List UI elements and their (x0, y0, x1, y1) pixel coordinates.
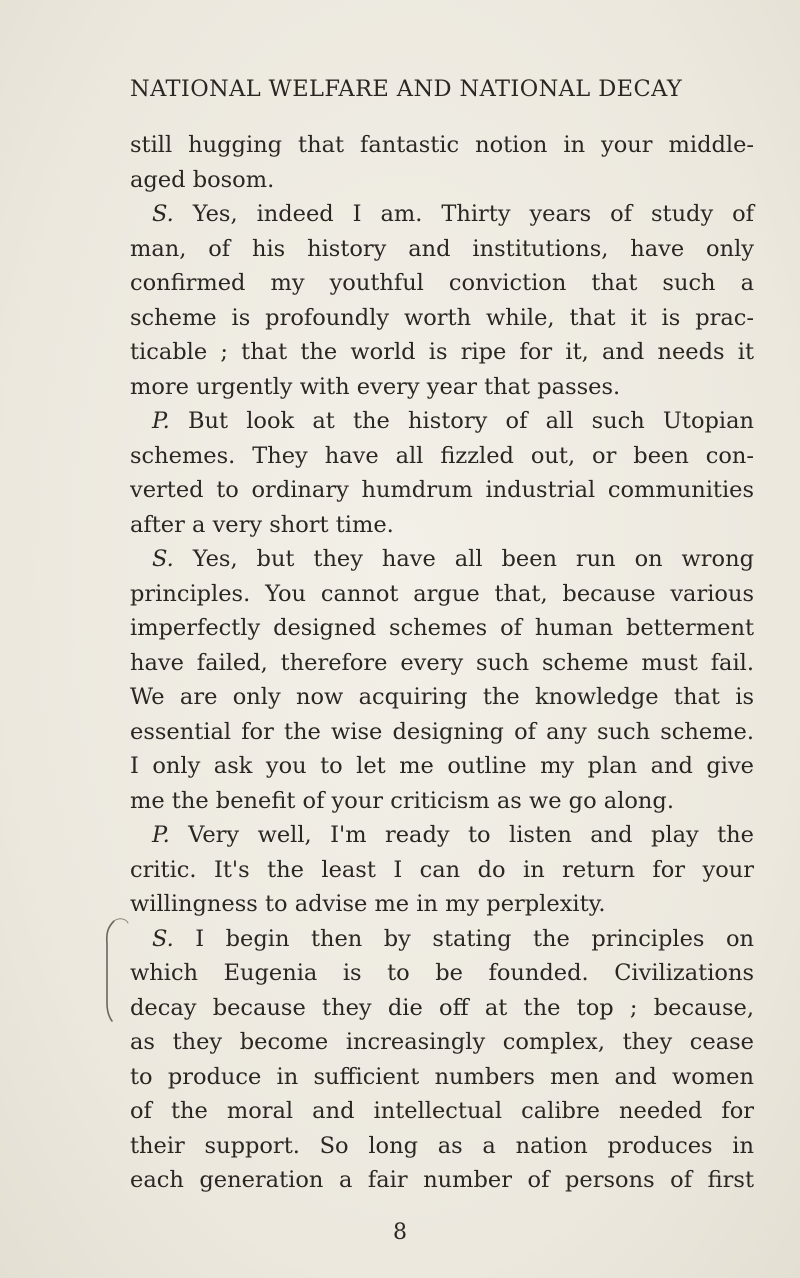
line-text: I only ask you to let me outline my plan and give (130, 753, 754, 779)
line-text: after a very short time. (130, 511, 394, 538)
line-text: confirmed my youthful conviction that such a (130, 270, 754, 296)
line-text: Yes, but they have all been run on wrong (192, 546, 755, 572)
line-text: as they become increasingly complex, they cease (130, 1029, 754, 1055)
margin-bracket-mark (100, 915, 130, 1025)
line-text: imperfectly designed schemes of human betterment (130, 615, 754, 641)
text-line (130, 266, 754, 301)
line-text: schemes. They have all fizzled out, or been con- (130, 442, 754, 469)
line-text: still hugging that fantastic notion in your middle- (130, 132, 754, 158)
text-line (130, 128, 754, 163)
text-line (130, 542, 754, 577)
speaker-label: S. (152, 546, 174, 572)
line-text: to produce in sufficient numbers men and women (130, 1063, 754, 1090)
text-line (130, 508, 754, 543)
text-line (130, 439, 754, 474)
line-text: Yes, indeed I am. Thirty years of study of (192, 201, 754, 227)
text-line (130, 473, 754, 508)
text-line (130, 1129, 754, 1164)
speaker-label: S. (152, 925, 174, 952)
line-text: willingness to advise me in my perplexity. (130, 891, 606, 917)
line-text: critic. It's the least I can do in return for your (130, 856, 754, 883)
text-line (130, 301, 754, 336)
speaker-label: P. (152, 408, 170, 434)
line-text: of the moral and intellectual calibre needed for (130, 1098, 754, 1124)
speaker-label: S. (152, 201, 174, 227)
line-text: We are only now acquiring the knowledge that is (130, 684, 754, 710)
text-line (130, 370, 754, 405)
text-line (130, 197, 754, 232)
line-text: I begin then by stating the principles on (195, 925, 754, 952)
line-text: essential for the wise designing of any such scheme. (130, 718, 754, 745)
text-line (130, 1025, 754, 1060)
line-text: me the benefit of your criticism as we go along. (130, 787, 674, 814)
text-line (130, 1060, 754, 1095)
text-line (130, 818, 754, 853)
text-line (130, 163, 754, 198)
text-line (130, 680, 754, 715)
text-line (130, 922, 754, 957)
line-text: each generation a fair number of persons of first (130, 1167, 754, 1193)
text-line (130, 232, 754, 267)
line-text: verted to ordinary humdrum industrial communities (130, 477, 754, 503)
text-line (130, 749, 754, 784)
text-line (130, 1163, 754, 1198)
line-text: which Eugenia is to be founded. Civilizations (130, 960, 754, 986)
line-text: principles. You cannot argue that, because various (130, 580, 754, 607)
text-line (130, 1094, 754, 1129)
text-line (130, 577, 754, 612)
text-line (130, 715, 754, 750)
line-text: decay because they die off at the top ; because, (130, 994, 754, 1021)
line-text: more urgently with every year that passes. (130, 373, 621, 400)
body-text (130, 128, 754, 1198)
text-line (130, 404, 754, 439)
text-line (130, 991, 754, 1026)
line-text: their support. So long as a nation produces in (130, 1132, 754, 1159)
line-text: man, of his history and institutions, have only (130, 235, 754, 262)
text-line (130, 646, 754, 681)
text-line (130, 784, 754, 819)
text-line (130, 335, 754, 370)
line-text: Very well, I'm ready to listen and play the (188, 822, 754, 848)
line-text: ticable ; that the world is ripe for it, and needs it (130, 339, 754, 365)
running-head: NATIONAL WELFARE AND NATIONAL DECAY (130, 76, 683, 102)
page-number: 8 (393, 1220, 407, 1245)
text-line (130, 887, 754, 922)
text-line (130, 611, 754, 646)
text-line (130, 956, 754, 991)
text-line (130, 853, 754, 888)
line-text: have failed, therefore every such scheme must fail. (130, 649, 754, 676)
line-text: aged bosom. (130, 166, 275, 193)
speaker-label: P. (152, 822, 170, 848)
line-text: scheme is profoundly worth while, that it is prac- (130, 304, 754, 331)
line-text: But look at the history of all such Utopian (187, 408, 754, 434)
